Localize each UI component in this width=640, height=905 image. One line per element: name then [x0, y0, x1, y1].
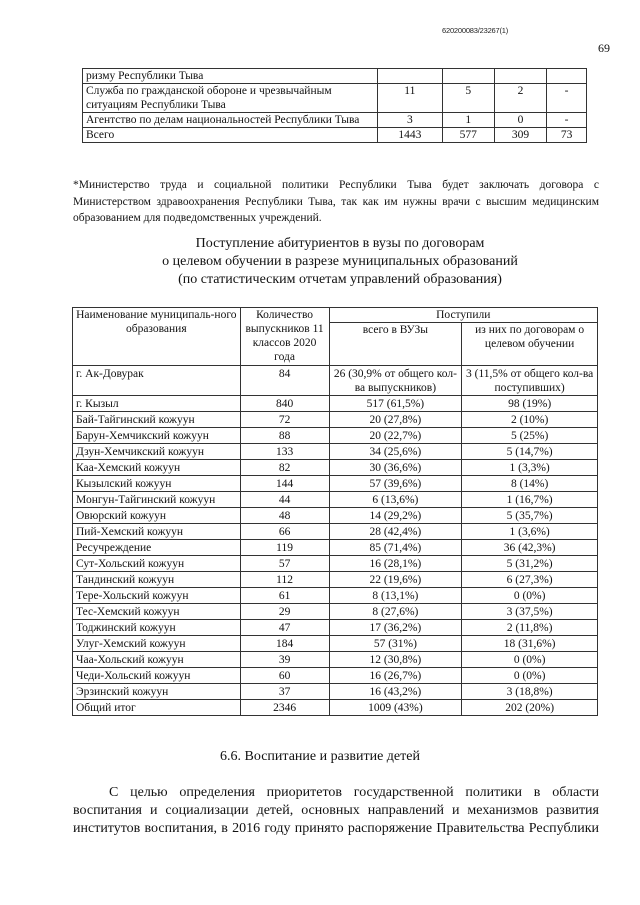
cell-target: 0 (0%) — [462, 588, 598, 604]
cell-total-vuz: 1009 (43%) — [329, 700, 462, 716]
cell-name: Тандинский кожуун — [73, 572, 241, 588]
cell-graduates: 39 — [240, 652, 329, 668]
cell-value — [547, 69, 587, 84]
cell-target: 5 (35,7%) — [462, 508, 598, 524]
cell-value: 309 — [494, 128, 546, 143]
header-graduates: Количество выпускников 11 классов 2020 года — [240, 308, 329, 366]
cell-name: Сут-Хольский кожуун — [73, 556, 241, 572]
cell-total-vuz: 6 (13,6%) — [329, 492, 462, 508]
table-row — [73, 604, 598, 620]
cell-graduates: 47 — [240, 620, 329, 636]
section-title: 6.6. Воспитание и развитие детей — [220, 749, 420, 764]
table-row — [73, 412, 598, 428]
cell-graduates: 144 — [240, 476, 329, 492]
table-row — [73, 444, 598, 460]
table-row — [73, 492, 598, 508]
cell-target: 1 (16,7%) — [462, 492, 598, 508]
cell-value — [494, 69, 546, 84]
cell-organization: Служба по гражданской обороне и чрезвычайным ситуациям Республики Тыва — [83, 84, 378, 113]
cell-name: Овюрский кожуун — [73, 508, 241, 524]
cell-graduates: 88 — [240, 428, 329, 444]
cell-name: Чеди-Хольский кожуун — [73, 668, 241, 684]
cell-target: 5 (14,7%) — [462, 444, 598, 460]
table-row — [73, 652, 598, 668]
cell-total-vuz: 34 (25,6%) — [329, 444, 462, 460]
table-title — [80, 235, 600, 289]
cell-target: 2 (11,8%) — [462, 620, 598, 636]
cell-name: Эрзинский кожуун — [73, 684, 241, 700]
cell-graduates: 66 — [240, 524, 329, 540]
cell-graduates: 2346 — [240, 700, 329, 716]
table-row — [73, 636, 598, 652]
table-row — [73, 700, 598, 716]
cell-name: Тоджинский кожуун — [73, 620, 241, 636]
cell-target: 202 (20%) — [462, 700, 598, 716]
cell-graduates: 61 — [240, 588, 329, 604]
cell-target: 5 (25%) — [462, 428, 598, 444]
cell-graduates: 29 — [240, 604, 329, 620]
table-row — [83, 128, 587, 143]
cell-total-vuz: 517 (61,5%) — [329, 396, 462, 412]
table-row — [83, 69, 587, 84]
cell-target: 36 (42,3%) — [462, 540, 598, 556]
header-municipality: Наименование муниципаль-ного образования — [73, 308, 241, 366]
table-row — [73, 620, 598, 636]
cell-total-vuz: 30 (36,6%) — [329, 460, 462, 476]
ministries-table-continuation — [82, 68, 587, 143]
cell-total-vuz: 16 (43,2%) — [329, 684, 462, 700]
cell-total-vuz: 20 (22,7%) — [329, 428, 462, 444]
cell-name: Монгун-Тайгинский кожуун — [73, 492, 241, 508]
document-id: 620200083/23267(1) — [442, 26, 509, 35]
cell-graduates: 112 — [240, 572, 329, 588]
cell-name: Пий-Хемский кожуун — [73, 524, 241, 540]
table-row — [73, 556, 598, 572]
cell-total-vuz: 22 (19,6%) — [329, 572, 462, 588]
cell-graduates: 840 — [240, 396, 329, 412]
cell-name: Чаа-Хольский кожуун — [73, 652, 241, 668]
table-row — [73, 396, 598, 412]
cell-total-vuz: 8 (13,1%) — [329, 588, 462, 604]
table-row — [73, 668, 598, 684]
cell-value: 3 — [378, 113, 443, 128]
cell-value: - — [547, 84, 587, 113]
table-title-line: (по статистическим отчетам управлений образования) — [178, 272, 502, 287]
cell-name: Каа-Хемский кожуун — [73, 460, 241, 476]
cell-value: - — [547, 113, 587, 128]
cell-name: Кызылский кожуун — [73, 476, 241, 492]
cell-value — [442, 69, 494, 84]
table-row — [73, 476, 598, 492]
cell-target: 1 (3,6%) — [462, 524, 598, 540]
cell-target: 18 (31,6%) — [462, 636, 598, 652]
cell-name: Ресучреждение — [73, 540, 241, 556]
table-row — [73, 540, 598, 556]
header-total-vuz: всего в ВУЗы — [329, 323, 462, 366]
cell-name: Дзун-Хемчикский кожуун — [73, 444, 241, 460]
cell-target: 0 (0%) — [462, 668, 598, 684]
table-title-line: Поступление абитуриентов в вузы по договорам — [195, 236, 485, 251]
cell-name: Улуг-Хемский кожуун — [73, 636, 241, 652]
cell-value: 5 — [442, 84, 494, 113]
cell-value: 577 — [442, 128, 494, 143]
cell-target: 3 (37,5%) — [462, 604, 598, 620]
table-row — [73, 428, 598, 444]
cell-graduates: 37 — [240, 684, 329, 700]
cell-target: 2 (10%) — [462, 412, 598, 428]
table-row — [73, 460, 598, 476]
cell-total-vuz: 16 (28,1%) — [329, 556, 462, 572]
cell-name: Бай-Тайгинский кожуун — [73, 412, 241, 428]
cell-graduates: 57 — [240, 556, 329, 572]
cell-value: 2 — [494, 84, 546, 113]
cell-total-vuz: 57 (39,6%) — [329, 476, 462, 492]
cell-name: г. Ак-Довурак — [73, 366, 241, 396]
cell-graduates: 184 — [240, 636, 329, 652]
cell-target: 0 (0%) — [462, 652, 598, 668]
cell-target: 1 (3,3%) — [462, 460, 598, 476]
cell-target: 5 (31,2%) — [462, 556, 598, 572]
table-row — [83, 113, 587, 128]
cell-target: 98 (19%) — [462, 396, 598, 412]
cell-value: 1 — [442, 113, 494, 128]
cell-total-vuz: 8 (27,6%) — [329, 604, 462, 620]
cell-name: Тес-Хемский кожуун — [73, 604, 241, 620]
cell-total-vuz: 57 (31%) — [329, 636, 462, 652]
header-target: из них по договорам о целевом обучении — [462, 323, 598, 366]
cell-value: 11 — [378, 84, 443, 113]
cell-organization: ризму Республики Тыва — [83, 69, 378, 84]
cell-graduates: 84 — [240, 366, 329, 396]
table-row — [73, 524, 598, 540]
cell-graduates: 44 — [240, 492, 329, 508]
admissions-table — [72, 307, 598, 716]
cell-value: 1443 — [378, 128, 443, 143]
cell-value: 0 — [494, 113, 546, 128]
cell-total-vuz: 20 (27,8%) — [329, 412, 462, 428]
cell-total-vuz: 12 (30,8%) — [329, 652, 462, 668]
body-paragraph — [73, 784, 599, 838]
cell-name: Общий итог — [73, 700, 241, 716]
table-row — [73, 508, 598, 524]
table-row — [73, 684, 598, 700]
table-row — [73, 588, 598, 604]
header-enrolled: Поступили — [329, 308, 597, 323]
footnote: *Министерство труда и социальной политики Республики Тыва будет заключать договора с Министерством здравоохранения Республики Тыва, так как им нужны врачи с высшим медицинским образованием для подведомственных учреждений. — [73, 179, 599, 224]
cell-value — [378, 69, 443, 84]
cell-organization: Всего — [83, 128, 378, 143]
cell-target: 8 (14%) — [462, 476, 598, 492]
table-row — [73, 366, 598, 396]
page-number: 69 — [598, 41, 610, 55]
cell-graduates: 82 — [240, 460, 329, 476]
cell-graduates: 133 — [240, 444, 329, 460]
cell-name: г. Кызыл — [73, 396, 241, 412]
cell-total-vuz: 28 (42,4%) — [329, 524, 462, 540]
cell-graduates: 72 — [240, 412, 329, 428]
cell-name: Тере-Хольский кожуун — [73, 588, 241, 604]
cell-organization: Агентство по делам национальностей Республики Тыва — [83, 113, 378, 128]
cell-total-vuz: 17 (36,2%) — [329, 620, 462, 636]
table-row — [73, 572, 598, 588]
cell-total-vuz: 14 (29,2%) — [329, 508, 462, 524]
cell-total-vuz: 16 (26,7%) — [329, 668, 462, 684]
paragraph-text: С целью определения приоритетов государственной политики в области воспитания и социализации детей, основных направлений и механизмов развития институтов воспитания, в 2016 году принято распоряжение Правительства Республики — [73, 785, 599, 836]
cell-name: Барун-Хемчикский кожуун — [73, 428, 241, 444]
table-row — [83, 84, 587, 113]
cell-target: 6 (27,3%) — [462, 572, 598, 588]
cell-total-vuz: 85 (71,4%) — [329, 540, 462, 556]
cell-value: 73 — [547, 128, 587, 143]
cell-graduates: 119 — [240, 540, 329, 556]
cell-total-vuz: 26 (30,9% от общего кол-ва выпускников) — [329, 366, 462, 396]
cell-graduates: 48 — [240, 508, 329, 524]
cell-graduates: 60 — [240, 668, 329, 684]
cell-target: 3 (18,8%) — [462, 684, 598, 700]
cell-target: 3 (11,5% от общего кол-ва поступивших) — [462, 366, 598, 396]
table-title-line: о целевом обучении в разрезе муниципальных образований — [162, 254, 518, 269]
